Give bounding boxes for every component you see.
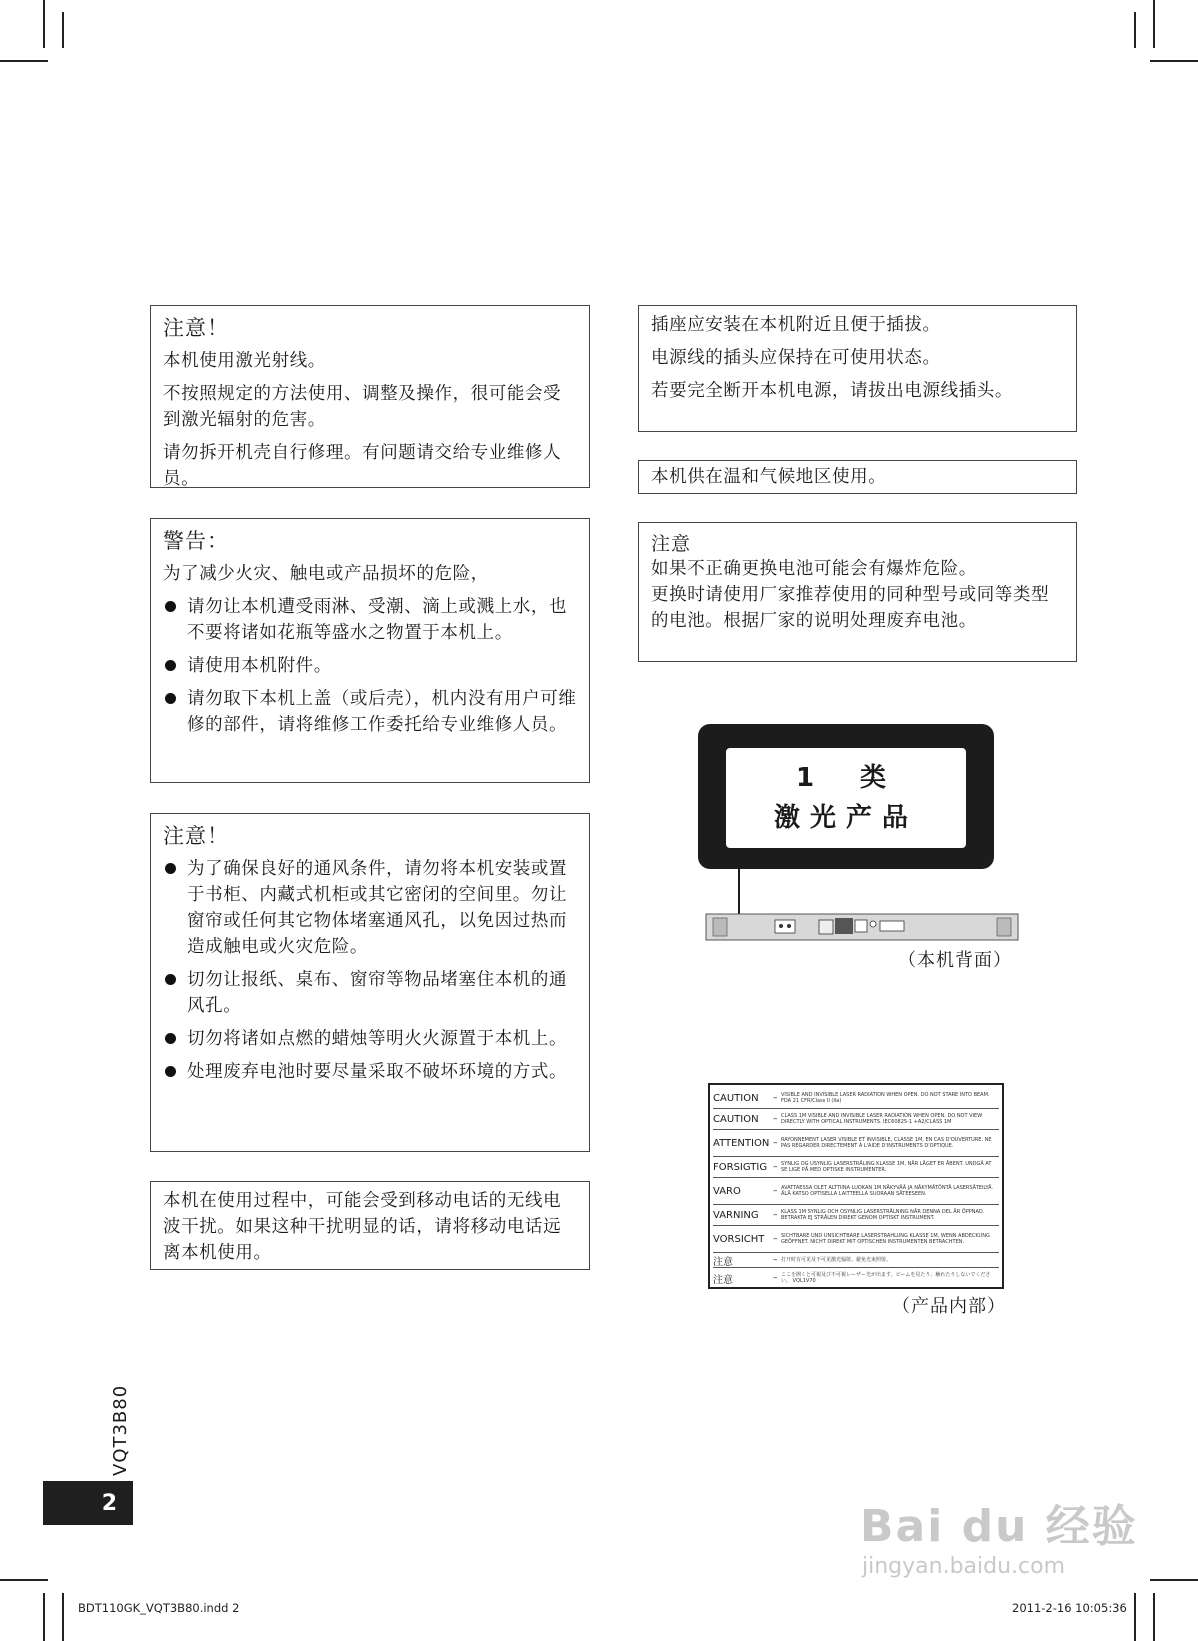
mobile-text: 本机在使用过程中，可能会受到移动电话的无线电波干扰。如果这种干扰明显的话，请将移动电话远离本机使用。 bbox=[163, 1191, 562, 1263]
laser-warning-label bbox=[708, 1083, 1004, 1289]
battery-line: 更换时请使用厂家推荐使用的同种型号或同等类型的电池。根据厂家的说明处理废弃电池。 bbox=[651, 585, 1050, 631]
caution-title: 注意！ bbox=[163, 824, 229, 848]
climate-text: 本机供在温和气候地区使用。 bbox=[651, 467, 887, 487]
climate-box bbox=[638, 460, 1077, 494]
caution-line: 本机使用激光射线。 bbox=[163, 351, 326, 371]
mobile-interference-box bbox=[150, 1181, 590, 1270]
caution-item: 切勿让报纸、桌布、窗帘等物品堵塞住本机的通风孔。 bbox=[163, 967, 577, 1019]
label-row-key: ATTENTION bbox=[713, 1137, 770, 1149]
battery-line: 如果不正确更换电池可能会有爆炸危险。 bbox=[651, 559, 977, 579]
footer-filename: BDT110GK_VQT3B80.indd 2 bbox=[78, 1601, 240, 1615]
label-row-key: VARNING bbox=[713, 1209, 759, 1221]
label-row-text: SICHTBARE UND UNSICHTBARE LASERSTRAHLUNG KLASSE 1M, WENN ABDECKUNG GEÖFFNET. NICHT DIREKT MIT OPTISCHEN INSTRUMENTEN BETRACHTEN. bbox=[781, 1233, 990, 1245]
warning-item: 请勿让本机遭受雨淋、受潮、滴上或溅上水，也不要将诸如花瓶等盛水之物置于本机上。 bbox=[163, 594, 577, 646]
label-row-key: 注意 bbox=[713, 1274, 733, 1286]
caution-line: 请勿拆开机壳自行修理。有问题请交给专业维修人员。 bbox=[163, 443, 562, 489]
crop-mark bbox=[62, 1593, 64, 1641]
label-row-text: ここを開くと可視及び不可視レーザー光が出ます。ビームを見たり、触れたりしないでください。 VQL1V70 bbox=[781, 1272, 991, 1284]
label-row-key: VORSICHT bbox=[713, 1233, 765, 1245]
laser-class-label bbox=[698, 724, 994, 869]
label-row: CAUTION – VISIBLE AND INVISIBLE LASER RADIATION WHEN OPEN. DO NOT STARE INTO BEAM. FDA 21 CFR/Class II (IIa) bbox=[713, 1088, 999, 1109]
caption-product-inside: （产品内部） bbox=[892, 1296, 1006, 1317]
caution-title: 注意！ bbox=[163, 316, 229, 340]
label-row-text: VISIBLE AND INVISIBLE LASER RADIATION WHEN OPEN. DO NOT STARE INTO BEAM. FDA 21 CFR/Class II (IIa) bbox=[781, 1092, 990, 1104]
label-row: VARO – AVATTAESSA OLET ALTTIINA LUOKAN 1M NÄKYVÄÄ JA NÄKYMÄTÖNTÄ LASERSÄTEILYÄ. ÄLÄ KATSO OPTISELLA LAITTEELLA SUORAAN SÄTEESEEN. bbox=[713, 1178, 999, 1205]
label-row: 注意 – 打开时有可见及不可见激光辐射。避免光束照射。 bbox=[713, 1253, 999, 1268]
label-row-key: FORSIGTIG bbox=[713, 1161, 768, 1173]
label-row-text: 打开时有可见及不可见激光辐射。避免光束照射。 bbox=[781, 1257, 892, 1263]
socket-line: 电源线的插头应保持在可使用状态。 bbox=[651, 348, 941, 368]
laser-label-line2: 激光产品 bbox=[773, 803, 918, 833]
caution-box-laser bbox=[150, 305, 590, 488]
caption-device-back: （本机背面） bbox=[898, 950, 1012, 971]
watermark-url: jingyan.baidu.com bbox=[862, 1554, 1066, 1579]
crop-mark bbox=[62, 12, 64, 48]
battery-caution-box bbox=[638, 522, 1077, 662]
warning-item: 请使用本机附件。 bbox=[163, 653, 577, 679]
label-row-text: AVATTAESSA OLET ALTTIINA LUOKAN 1M NÄKYVÄÄ JA NÄKYMÄTÖNTÄ LASERSÄTEILYÄ. ÄLÄ KATSO OPTISELLA LAITTEELLA SUORAAN SÄTEESEEN. bbox=[781, 1185, 994, 1197]
document-code: VQT3B80 bbox=[110, 1384, 131, 1476]
label-row-key: VARO bbox=[713, 1185, 741, 1197]
device-back-illustration bbox=[705, 912, 1019, 942]
crop-mark bbox=[43, 0, 45, 48]
crop-mark bbox=[1150, 1579, 1198, 1581]
label-row-text: KLASS 1M SYNLIG OCH OSYNLIG LASERSTRÅLNING NÄR DENNA DEL ÄR ÖPPNAD. BETRAKTA EJ STRÅLEN DIREKT GENOM OPTISKT INSTRUMENT. bbox=[781, 1209, 985, 1221]
label-row-text: CLASS 1M VISIBLE AND INVISIBLE LASER RADIATION WHEN OPEN. DO NOT VIEW DIRECTLY WITH OPTICAL INSTRUMENTS. IEC60825-1 +A2/CLASS 1M bbox=[781, 1113, 983, 1125]
crop-mark bbox=[1153, 0, 1155, 48]
label-row-text: RAYONNEMENT LASER VISIBLE ET INVISIBLE, CLASSE 1M, EN CAS D'OUVERTURE. NE PAS REGARDER DIRECTEMENT À L'AIDE D'INSTRUMENTS D'OPTIQUE. bbox=[781, 1137, 992, 1149]
crop-mark bbox=[1153, 1593, 1155, 1641]
footer-timestamp: 2011-2-16 10:05:36 bbox=[1012, 1601, 1127, 1615]
label-row: ATTENTION – RAYONNEMENT LASER VISIBLE ET INVISIBLE, CLASSE 1M, EN CAS D'OUVERTURE. NE PAS REGARDER DIRECTEMENT À L'AIDE D'INSTRUMENTS D'OPTIQUE. bbox=[713, 1130, 999, 1157]
page-number: 2 bbox=[43, 1481, 133, 1525]
label-row-text: SYNLIG OG USYNLIG LASERSTRÅLING KLASSE 1M, NÅR LÅGET ER ÅBENT. UNDGÅ AT SE LIGE PÅ MED OPTISKE INSTRUMENTER. bbox=[781, 1161, 992, 1173]
warning-list bbox=[163, 594, 577, 738]
crop-mark bbox=[1134, 12, 1136, 48]
caution-item: 处理废弃电池时要尽量采取不破坏环境的方式。 bbox=[163, 1059, 577, 1085]
laser-label-inner bbox=[726, 748, 966, 848]
baidu-watermark bbox=[850, 1490, 1140, 1600]
caution-list bbox=[163, 856, 577, 1085]
warning-item: 请勿取下本机上盖（或后壳），机内没有用户可维修的部件，请将维修工作委托给专业维修人员。 bbox=[163, 686, 577, 738]
crop-mark bbox=[0, 60, 48, 62]
socket-line: 插座应安装在本机附近且便于插拔。 bbox=[651, 315, 941, 335]
label-row: CAUTION – CLASS 1M VISIBLE AND INVISIBLE LASER RADIATION WHEN OPEN. DO NOT VIEW DIRECTLY WITH OPTICAL INSTRUMENTS. IEC60825-1 +A2/CLASS 1M bbox=[713, 1109, 999, 1130]
warning-title: 警告： bbox=[163, 529, 229, 553]
label-row: FORSIGTIG – SYNLIG OG USYNLIG LASERSTRÅLING KLASSE 1M, NÅR LÅGET ER ÅBENT. UNDGÅ AT SE LIGE PÅ MED OPTISKE INSTRUMENTER. bbox=[713, 1157, 999, 1178]
crop-mark bbox=[0, 1579, 48, 1581]
caution-line: 不按照规定的方法使用、调整及操作，很可能会受到激光辐射的危害。 bbox=[163, 384, 562, 430]
watermark-brand: Bai du 经验 bbox=[860, 1501, 1138, 1552]
label-row-key: CAUTION bbox=[713, 1113, 759, 1125]
socket-line: 若要完全断开本机电源，请拔出电源线插头。 bbox=[651, 381, 1013, 401]
socket-box bbox=[638, 305, 1077, 432]
crop-mark bbox=[1134, 1593, 1136, 1641]
crop-mark bbox=[43, 1593, 45, 1641]
caution-item: 为了确保良好的通风条件，请勿将本机安装或置于书柜、内藏式机柜或其它密闭的空间里。勿让窗帘或任何其它物体堵塞通风孔，以免因过热而造成触电或火灾危险。 bbox=[163, 856, 577, 960]
warning-intro: 为了减少火灾、触电或产品损坏的危险， bbox=[163, 564, 489, 584]
label-row: VORSICHT – SICHTBARE UND UNSICHTBARE LASERSTRAHLUNG KLASSE 1M, WENN ABDECKUNG GEÖFFNET. NICHT DIREKT MIT OPTISCHEN INSTRUMENTEN BETRACHTEN. bbox=[713, 1226, 999, 1253]
warning-box bbox=[150, 518, 590, 783]
crop-mark bbox=[1150, 60, 1198, 62]
label-row: VARNING – KLASS 1M SYNLIG OCH OSYNLIG LASERSTRÅLNING NÄR DENNA DEL ÄR ÖPPNAD. BETRAKTA EJ STRÅLEN DIREKT GENOM OPTISKT INSTRUMENT. bbox=[713, 1205, 999, 1226]
caution-item: 切勿将诸如点燃的蜡烛等明火火源置于本机上。 bbox=[163, 1026, 577, 1052]
laser-label-line1: 1 类 bbox=[795, 763, 897, 793]
label-row: 注意 – ここを開くと可視及び不可視レーザー光が出ます。ビームを見たり、触れたりしないでください。 VQL1V70 bbox=[713, 1268, 999, 1288]
caution-box-ventilation bbox=[150, 813, 590, 1152]
battery-title: 注意 bbox=[651, 533, 692, 555]
label-row-key: CAUTION bbox=[713, 1092, 759, 1104]
label-row-key: 注意 bbox=[713, 1256, 733, 1268]
